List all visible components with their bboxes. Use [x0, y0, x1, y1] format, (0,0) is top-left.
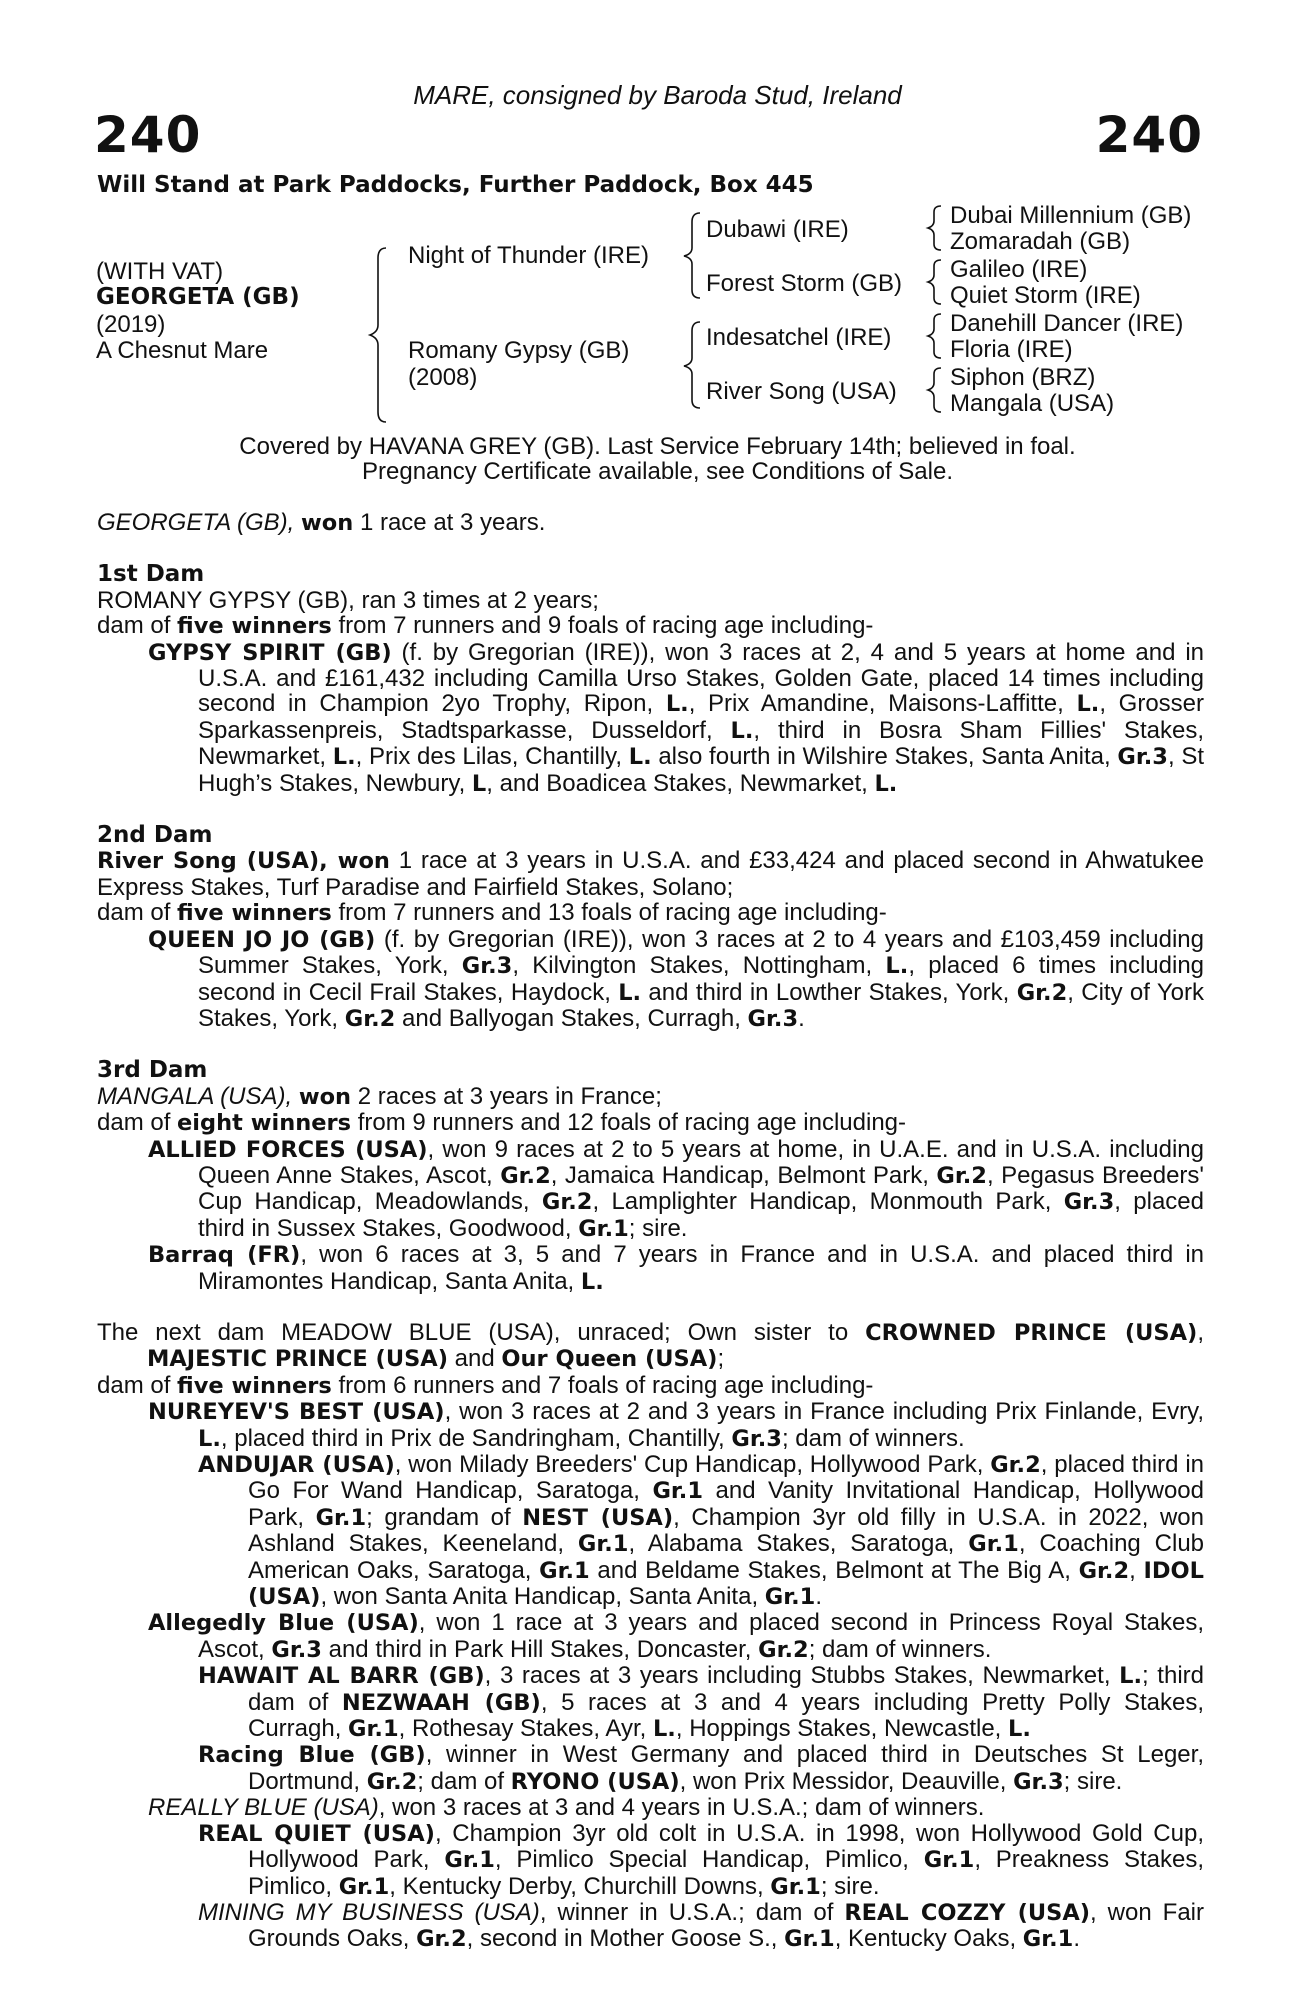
pedigree-ddd: Mangala (USA)	[950, 390, 1115, 417]
lot-number-right: 240	[1095, 106, 1203, 164]
pedigree-dam: Romany Gypsy (GB)	[408, 337, 630, 364]
list-item: ANDUJAR (USA), won Milady Breeders' Cup Handicap, Hollywood Park, Gr.2, placed third in Go For Wand Handicap, Saratoga, Gr.1 and Vanity Invitational Handicap, Hollywood Park, Gr.1; grandam of NEST (USA), Champion 3yr old filly in U.S.A. in 2022, won Ashland Stakes, Keeneland, Gr.1, Alabama Stakes, Saratoga, Gr.1, Coaching Club American Oaks, Saratoga, Gr.1 and Beldame Stakes, Belmont at The Big A, Gr.2, IDOL (USA), won Santa Anita Handicap, Santa Anita, Gr.1.	[198, 1451, 1205, 1611]
third-dam-line: MANGALA (USA), won 2 races at 3 years in France;	[97, 1082, 662, 1110]
lot-number-left: 240	[94, 106, 202, 164]
list-item: REALLY BLUE (USA), won 3 races at 3 and 4 years in U.S.A.; dam of winners.	[148, 1794, 985, 1822]
list-item: MINING MY BUSINESS (USA), winner in U.S.A.; dam of REAL COZZY (USA), won Fair Grounds Oaks, Gr.2, second in Mother Goose S., Gr.1, Kentucky Oaks, Gr.1.	[198, 1898, 1204, 1953]
pedigree-sdd: Quiet Storm (IRE)	[950, 282, 1141, 309]
pedigree-sire-sire: Dubawi (IRE)	[706, 216, 849, 243]
second-dam-produce: dam of five winners from 7 runners and 13 foals of racing age including-	[97, 899, 887, 927]
horse-name: GEORGETA (GB)	[96, 284, 300, 310]
first-dam-title: 1st Dam	[97, 561, 205, 588]
next-dam-produce: dam of five winners from 6 runners and 7 foals of racing age including-	[97, 1371, 874, 1399]
second-dam-title: 2nd Dam	[97, 822, 213, 849]
list-item: ALLIED FORCES (USA), won 9 races at 2 to 5 years at home, in U.A.E. and in U.S.A. including Queen Anne Stakes, Ascot, Gr.2, Jamaica Handicap, Belmont Park, Gr.2, Pegasus Breeders' Cup Handicap, Meadowlands, Gr.2, Lamplighter Handicap, Monmouth Park, Gr.3, placed third in Sussex Stakes, Goodwood, Gr.1; sire.	[148, 1135, 1204, 1242]
list-item: Barraq (FR), won 6 races at 3, 5 and 7 years in France and in U.S.A. and placed third in Miramontes Handicap, Santa Anita, L.	[148, 1241, 1204, 1295]
covering-line-1: Covered by HAVANA GREY (GB). Last Service February 14th; believed in foal.	[239, 433, 1076, 460]
list-item: HAWAIT AL BARR (GB), 3 races at 3 years including Stubbs Stakes, Newmarket, L.; third dam of NEZWAAH (GB), 5 races at 3 and 4 years including Pretty Polly Stakes, Curragh, Gr.1, Rothesay Stakes, Ayr, L., Hoppings Stakes, Newcastle, L.	[198, 1662, 1205, 1743]
pedigree-sire: Night of Thunder (IRE)	[408, 242, 649, 269]
intro-line: GEORGETA (GB), won 1 race at 3 years.	[97, 509, 546, 536]
pedigree-dss: Danehill Dancer (IRE)	[950, 310, 1184, 337]
pedigree-dds: Siphon (BRZ)	[950, 364, 1096, 391]
list-item: Racing Blue (GB), winner in West Germany and placed third in Deutsches St Leger, Dortmund, Gr.2; dam of RYONO (USA), won Prix Messidor, Deauville, Gr.3; sire.	[198, 1741, 1204, 1795]
horse-year: (2019)	[96, 311, 166, 338]
next-dam-line: The next dam MEADOW BLUE (USA), unraced; Own sister to CROWNED PRINCE (USA), MAJESTIC PRINCE (USA) and Our Queen (USA);	[97, 1318, 1204, 1373]
pedigree-sire-dam: Forest Storm (GB)	[706, 270, 903, 297]
pedigree-dam-sire: Indesatchel (IRE)	[706, 324, 892, 351]
horse-description: A Chesnut Mare	[96, 337, 269, 364]
list-item: GYPSY SPIRIT (GB) (f. by Gregorian (IRE)), won 3 races at 2, 4 and 5 years at home and in U.S.A. and £161,432 including Camilla Urso Stakes, Golden Gate, placed 14 times including second in Champion 2yo Trophy, Ripon, L., Prix Amandine, Maisons-Laffitte, L., Grosser Sparkassenpreis, Stadtsparkasse, Dusseldorf, L., third in Bosra Sham Fillies' Stakes, Newmarket, L., Prix des Lilas, Chantilly, L. also fourth in Wilshire Stakes, Santa Anita, Gr.3, St Hugh’s Stakes, Newbury, L, and Boadicea Stakes, Newmarket, L.	[148, 638, 1205, 797]
pedigree-sss: Dubai Millennium (GB)	[950, 202, 1192, 229]
second-dam-line: River Song (USA), won 1 race at 3 years in U.S.A. and £33,424 and placed second in Ahwatukee Express Stakes, Turf Paradise and Fairfield Stakes, Solano;	[97, 847, 1204, 901]
catalogue-body	[97, 510, 1204, 1953]
pedigree-ssd: Zomaradah (GB)	[950, 228, 1131, 255]
pedigree-sds: Galileo (IRE)	[950, 256, 1088, 283]
list-item: Allegedly Blue (USA), won 1 race at 3 years and placed second in Princess Royal Stakes, Ascot, Gr.3 and third in Park Hill Stakes, Doncaster, Gr.2; dam of winners.	[148, 1609, 1204, 1663]
pedigree-dam-year: (2008)	[408, 364, 478, 391]
stand-location: Will Stand at Park Paddocks, Further Paddock, Box 445	[97, 172, 814, 198]
list-item: NUREYEV'S BEST (USA), won 3 races at 2 and 3 years in France including Prix Finlande, Evry, L., placed third in Prix de Sandringham, Chantilly, Gr.3; dam of winners.	[148, 1398, 1204, 1452]
pedigree-dsd: Floria (IRE)	[950, 336, 1073, 363]
pedigree-dam-dam: River Song (USA)	[706, 378, 897, 405]
covering-line-2: Pregnancy Certificate available, see Conditions of Sale.	[362, 458, 953, 485]
first-dam-produce: dam of five winners from 7 runners and 9 foals of racing age including-	[97, 612, 874, 640]
consignor-line: MARE, consigned by Baroda Stud, Ireland	[413, 80, 902, 110]
first-dam-line: ROMANY GYPSY (GB), ran 3 times at 2 years;	[97, 586, 599, 614]
list-item: REAL QUIET (USA), Champion 3yr old colt in U.S.A. in 1998, won Hollywood Gold Cup, Hollywood Park, Gr.1, Pimlico Special Handicap, Pimlico, Gr.1, Preakness Stakes, Pimlico, Gr.1, Kentucky Derby, Churchill Downs, Gr.1; sire.	[198, 1819, 1205, 1900]
third-dam-title: 3rd Dam	[97, 1057, 208, 1084]
list-item: QUEEN JO JO (GB) (f. by Gregorian (IRE)), won 3 races at 2 to 4 years and £103,459 including Summer Stakes, York, Gr.3, Kilvington Stakes, Nottingham, L., placed 6 times including second in Cecil Frail Stakes, Haydock, L. and third in Lowther Stakes, York, Gr.2, City of York Stakes, York, Gr.2 and Ballyogan Stakes, Curragh, Gr.3.	[148, 925, 1205, 1032]
vat-label: (WITH VAT)	[96, 258, 224, 285]
third-dam-produce: dam of eight winners from 9 runners and 12 foals of racing age including-	[97, 1109, 907, 1137]
